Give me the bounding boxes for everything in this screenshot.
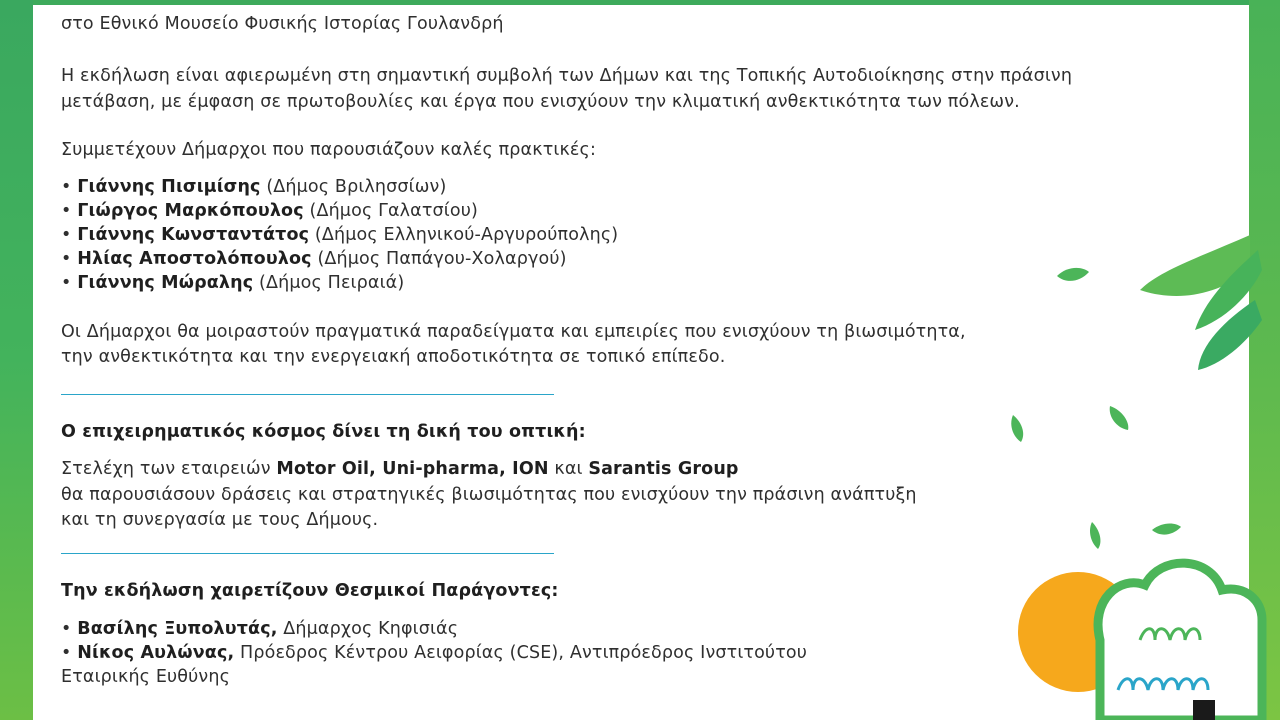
business-line-3: και τη συνεργασία με τους Δήμους. [61,510,379,530]
institutional-item [61,643,807,663]
mayor-item [61,249,567,269]
description-line-1: Η εκδήλωση είναι αφιερωμένη στη σημαντική συμβολή των Δήμων και της Τοπικής Αυτοδιοίκησης στην πράσινη [61,66,1073,86]
venue-text: στο Εθνικό Μουσείο Φυσικής Ιστορίας Γουλανδρή [61,14,504,34]
bullet-mark: • [61,177,72,197]
business-line-1-prefix: Στελέχη των εταιρειών [61,459,277,479]
business-line-2: θα παρουσιάσουν δράσεις και στρατηγικές βιωσιμότητας που ενισχύουν την πράσινη ανάπτυξη [61,485,917,505]
companies-list: Motor Oil, Uni-pharma, ION [276,459,549,479]
leaf-icon [1011,415,1023,442]
mayor-name: Γιώργος Μαρκόπουλος [77,201,304,221]
mayor-name: Ηλίας Αποστολόπουλος [77,249,312,269]
mayors-summary-line-2: την ανθεκτικότητα και την ενεργειακή αποδοτικότητα σε τοπικό επίπεδο. [61,347,726,367]
bullet-mark: • [61,225,72,245]
business-heading: Ο επιχειρηματικός κόσμος δίνει τη δική του οπτική: [61,422,586,442]
mayor-municipality: (Δήμος Πειραιά) [259,273,405,293]
mayor-municipality: (Δήμος Ελληνικού-Αργυρούπολης) [314,225,619,245]
company-sarantis: Sarantis Group [588,459,739,479]
bullet-mark: • [61,619,72,639]
person-role: Πρόεδρος Κέντρου Αειφορίας (CSE), Αντιπρόεδρος Ινστιτούτου [234,643,808,663]
business-and: και [548,459,589,479]
mayor-name: Γιάννης Πισιμίσης [77,177,261,197]
institutional-heading: Την εκδήλωση χαιρετίζουν Θεσμικοί Παράγοντες: [61,581,559,601]
leaf-icon [1110,406,1129,430]
mayor-item [61,225,618,245]
leaf-icon [1057,268,1089,281]
mayor-item [61,177,446,197]
mayor-municipality: (Δήμος Παπάγου-Χολαργού) [317,249,567,269]
bullet-mark: • [61,249,72,269]
person-name: Νίκος Αυλώνας, [77,643,235,663]
bullet-mark: • [61,201,72,221]
leaf-icon [1152,524,1181,535]
mayor-item [61,273,404,293]
mayor-municipality: (Δήμος Γαλατσίου) [309,201,478,221]
leaf-icon [1140,235,1262,370]
person-name: Βασίλης Ξυπολυτάς, [77,619,278,639]
business-line-1 [61,459,739,479]
bullet-mark: • [61,273,72,293]
section-divider [61,553,554,554]
mayors-summary-line-1: Οι Δήμαρχοι θα μοιραστούν πραγματικά παραδείγματα και εμπειρίες που ενισχύουν τη βιωσιμότητα, [61,322,966,342]
nature-illustration [1000,0,1280,720]
description-line-2: μετάβαση, με έμφαση σε πρωτοβουλίες και έργα που ενισχύουν την κλιματική ανθεκτικότητα των πόλεων. [61,92,1020,112]
mayor-municipality: (Δήμος Βριλησσίων) [266,177,447,197]
section-divider [61,394,554,395]
bullet-mark: • [61,643,72,663]
mayor-item [61,201,478,221]
left-green-border [0,0,33,720]
person-role-continuation: Εταιρικής Ευθύνης [61,667,231,687]
mayor-name: Γιάννης Μώραλης [77,273,254,293]
institutional-item [61,619,458,639]
mayor-name: Γιάννης Κωνσταντάτος [77,225,310,245]
person-role: Δήμαρχος Κηφισιάς [277,619,459,639]
leaf-icon [1090,522,1100,549]
cloud-icon [1098,563,1262,720]
mayors-heading: Συμμετέχουν Δήμαρχοι που παρουσιάζουν καλές πρακτικές: [61,140,596,160]
